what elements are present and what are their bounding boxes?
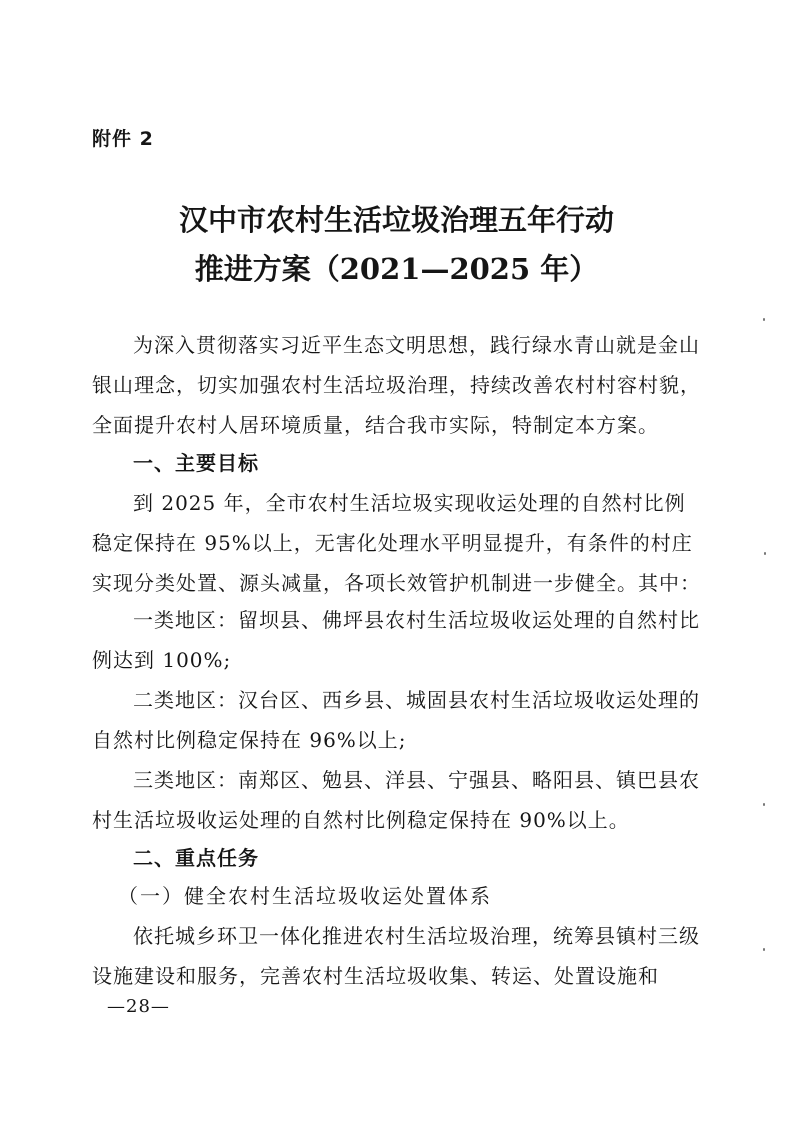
section-2-heading: 二、重点任务 [133, 846, 259, 870]
tier-1-paragraph: 一类地区：留坝县、佛坪县农村生活垃圾收运处理的自然村比例达到 100%; [92, 608, 700, 672]
scan-speck [763, 318, 765, 321]
task-paragraph: 依托城乡环卫一体化推进农村生活垃圾治理，统筹县镇村三级设施建设和服务，完善农村生活垃圾收集、转运、处置设施和 [92, 924, 700, 988]
page-number: —28— [107, 996, 170, 1017]
tier-3-paragraph: 三类地区：南郑区、勉县、洋县、宁强县、略阳县、镇巴县农村生活垃圾收运处理的自然村比例稳定保持在 90%以上。 [92, 768, 700, 832]
title-line-2: 推进方案（2021—2025 年） [194, 252, 599, 286]
scan-speck [763, 948, 765, 951]
attachment-label: 附件 2 [92, 128, 154, 150]
scan-speck [763, 803, 765, 806]
document-title [0, 196, 793, 294]
scan-speck [764, 552, 766, 555]
section-1-heading: 一、主要目标 [133, 451, 259, 475]
subsection-1-heading: （一）健全农村生活垃圾收运处置体系 [118, 884, 492, 908]
title-line-1: 汉中市农村生活垃圾治理五年行动 [178, 203, 614, 237]
goal-paragraph: 到 2025 年，全市农村生活垃圾实现收运处理的自然村比例稳定保持在 95%以上，无害化处理水平明显提升，有条件的村庄实现分类处置、源头减量，各项长效管护机制进一步健全。其中： [92, 491, 701, 595]
intro-paragraph: 为深入贯彻落实习近平生态文明思想，践行绿水青山就是金山银山理念，切实加强农村生活垃圾治理，持续改善农村村容村貌，全面提升农村人居环境质量，结合我市实际，特制定本方案。 [92, 333, 701, 437]
tier-2-paragraph: 二类地区：汉台区、西乡县、城固县农村生活垃圾收运处理的自然村比例稳定保持在 96%以上; [92, 688, 700, 752]
